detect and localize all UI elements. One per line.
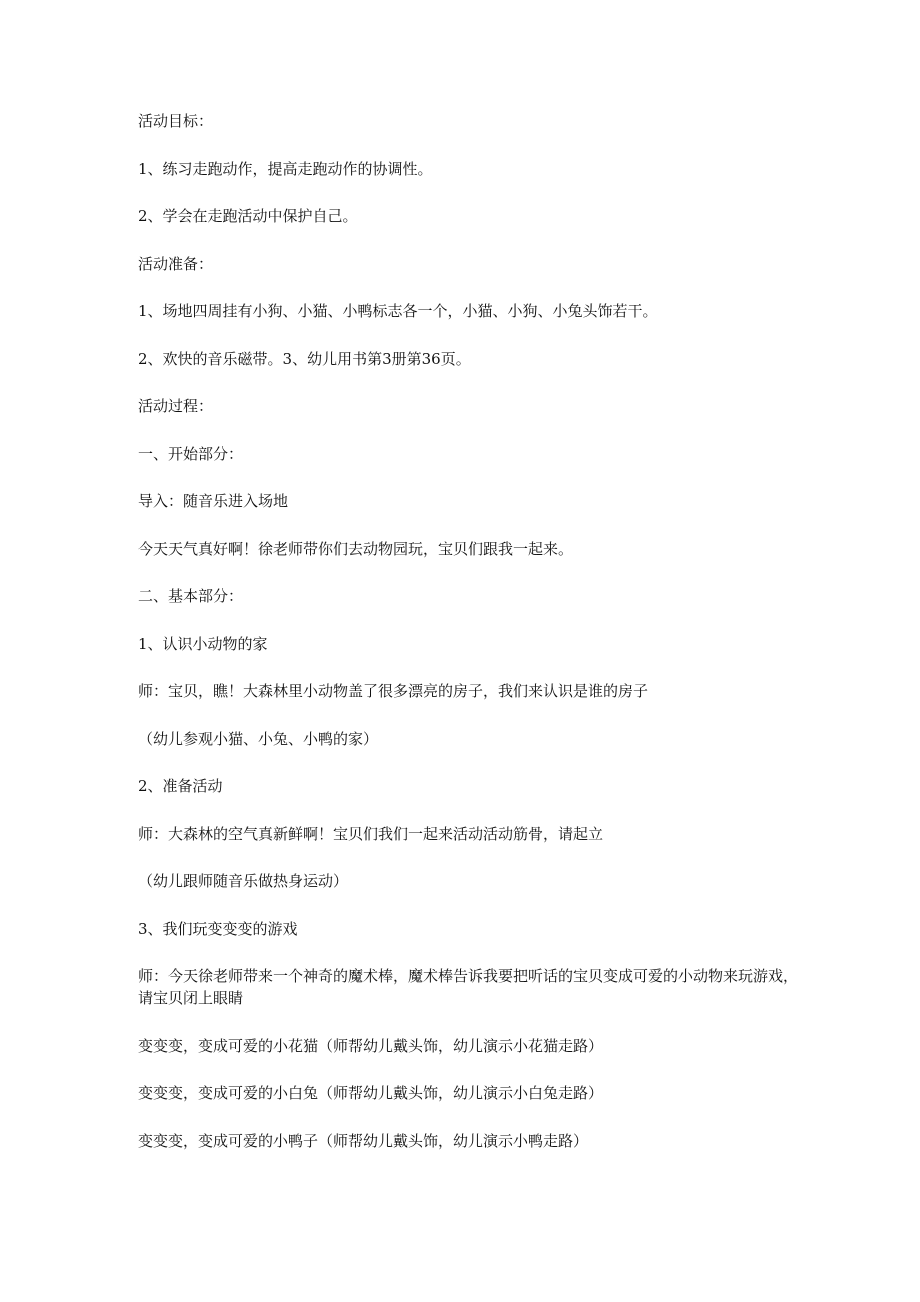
part-heading-basic: 二、基本部分：	[138, 587, 244, 605]
step-1-note: （幼儿参观小猫、小兔、小鸭的家）	[138, 729, 379, 748]
teacher-greeting: 今天天气真好啊！徐老师带你们去动物园玩，宝贝们跟我一起来。	[138, 539, 574, 558]
section-heading-goals: 活动目标：	[138, 112, 214, 130]
step-2-note: （幼儿跟师随音乐做热身运动）	[138, 872, 349, 890]
goal-item-1: 1、练习走跑动作，提高走跑动作的协调性。	[138, 159, 433, 178]
transform-line-rabbit: 变变变，变成可爱的小白兔（师帮幼儿戴头饰，幼儿演示小白兔走路）	[138, 1084, 604, 1102]
document-body	[138, 110, 798, 1177]
section-heading-process: 活动过程：	[138, 397, 214, 415]
step-3-heading: 3、我们玩变变变的游戏	[138, 919, 298, 938]
preparation-item-1: 1、场地四周挂有小狗、小猫、小鸭标志各一个，小猫、小狗、小兔头饰若干。	[138, 302, 658, 320]
intro-line: 导入：随音乐进入场地	[138, 492, 289, 510]
transform-line-duck: 变变变，变成可爱的小鸭子（师帮幼儿戴头饰，幼儿演示小鸭走路）	[138, 1131, 589, 1150]
preparation-item-2: 2、欢快的音乐磁带。3、幼儿用书第3册第36页。	[138, 349, 471, 368]
section-heading-preparation: 活动准备：	[138, 254, 214, 273]
step-2-teacher-line: 师：大森林的空气真新鲜啊！宝贝们我们一起来活动活动筋骨，请起立	[138, 824, 604, 843]
step-2-heading: 2、准备活动	[138, 777, 223, 795]
goal-item-2: 2、学会在走跑活动中保护自己。	[138, 207, 358, 225]
step-3-teacher-line: 师：今天徐老师带来一个神奇的魔术棒，魔术棒告诉我要把听话的宝贝变成可爱的小动物来玩游戏，请宝贝闭上眼睛	[138, 967, 799, 1007]
step-1-heading: 1、认识小动物的家	[138, 634, 268, 653]
transform-line-cat: 变变变，变成可爱的小花猫（师帮幼儿戴头饰，幼儿演示小花猫走路）	[138, 1036, 604, 1055]
part-heading-start: 一、开始部分：	[138, 444, 244, 463]
step-1-teacher-line: 师：宝贝，瞧！大森林里小动物盖了很多漂亮的房子，我们来认识是谁的房子	[138, 682, 649, 700]
